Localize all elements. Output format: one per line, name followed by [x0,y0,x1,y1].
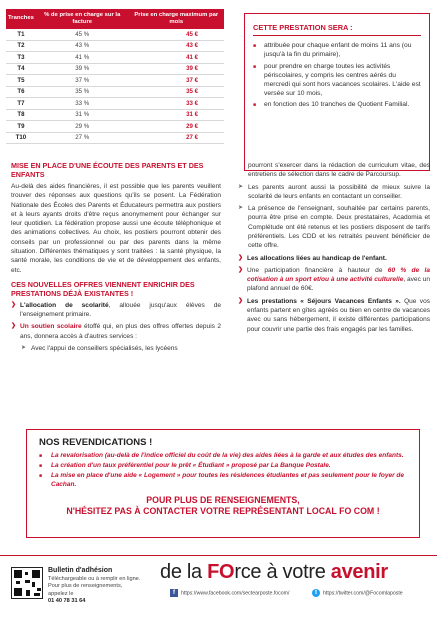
facebook-link[interactable] [170,589,289,597]
twitter-url: https://twitter.com/@Focomlaposte [323,590,403,597]
max-cell: 35 € [129,86,224,98]
participation-highlight: 60 % de la cotisation à un sport et/ou à une activité culturelle [247,266,430,284]
tranches-table [6,9,224,144]
pct-cell: 35 % [36,86,129,98]
prestation-list [253,42,421,110]
tranche-cell: T4 [6,63,36,75]
left-column [11,161,221,356]
table-row [6,121,224,133]
table-row [6,98,224,110]
pct-cell: 29 % [36,121,129,133]
bulletin-phone: 01 40 78 31 64 [48,597,86,604]
soutien-scolaire-item [11,322,221,341]
max-cell: 29 € [129,121,224,133]
revendications-list [39,452,407,490]
revendication-item: ■ La mise en place d'une aide « Logement » pour toutes les résidences étudiantes et pas seulement pour le foyer de Cachan. [39,472,407,489]
table-row [6,40,224,52]
alloc-scolarite-item [11,301,221,320]
footer-divider [0,555,437,556]
revendication-item: ■ La revalorisation (au-delà de l'indice officiel du coût de la vie) des aides liées à la garde et aux études des enfants. [39,452,407,461]
facebook-icon: f [170,589,178,597]
pct-cell: 37 % [36,75,129,87]
qr-code-icon[interactable] [11,567,43,599]
prestation-item: ■ attribuée pour chaque enfant de moins 11 ans (ou jusqu'à la fin du primaire), [253,42,421,60]
slogan [160,561,388,584]
parcoursup-paragraph: pourront s'exercer dans la rédaction de curriculum vitae, des entretiens de sélection dans le cadre de Parcoursup. [248,162,430,179]
contact-line-2: N'HÉSITEZ PAS À CONTACTER VOTRE REPRÉSENTANT LOCAL FO COM ! [66,506,380,517]
prestation-item: ■ en fonction des 10 tranches de Quotient Familial. [253,101,421,110]
table-row [6,52,224,64]
table-row [6,132,224,144]
bulletin-title: Bulletin d'adhésion [48,567,113,574]
tranche-cell: T9 [6,121,36,133]
facebook-url: https://www.facebook.com/sectearposte.focom/ [181,590,290,597]
table-row [6,86,224,98]
sejours-item [238,297,430,334]
prestation-title: CETTE PRESTATION SERA : [253,23,421,36]
handicap-label: Les allocations liées au handicap de l'enfant. [247,254,387,262]
table-row [6,63,224,75]
bulletin-text: Téléchargeable ou à remplir en ligne. Pour plus de renseignements, appelez le [48,576,141,597]
sejours-label: Les prestations « Séjours Vacances Enfants ». [247,297,401,305]
ecoute-paragraph: Au-delà des aides financières, il est possible que les parents veuillent trouver des réponses aux questions qu'ils se posent. La Fédération Nationale des Écoles des Parents et Éducateurs permettra aux postiers et à leurs ayants droits d'être reçus anonymement pour échanger sur leur quotidien. La fédération propose aussi une écoute téléphonique et des animations collectives. Au choix, les postiers pourront obtenir des conseils par un professionnel ou par des parents dans la même situation. Différentes thématiques y sont traitées : la santé physique, la santé morale, les conditions de vie et de développement des enfants, etc. [11,183,221,274]
right-column [238,161,430,337]
alloc-text: , allouée jusqu'aux élèves de l'enseignement primaire. [20,301,221,319]
tranche-cell: T3 [6,52,36,64]
pct-cell: 33 % [36,98,129,110]
max-cell: 37 € [129,75,224,87]
sub-item-lyceens: ➤ Avec l'appui de conseillers spécialisés, les lycéens [21,344,221,353]
participation-item [238,266,430,294]
pct-cell: 45 % [36,29,129,41]
max-cell: 43 € [129,40,224,52]
contact-line-1: POUR PLUS DE RENSEIGNEMENTS, [146,494,300,505]
bulletin-adhesion [48,566,143,605]
tranche-cell: T6 [6,86,36,98]
handicap-item [238,254,430,263]
tranche-cell: T10 [6,132,36,144]
slogan-part-a: de la [160,561,208,583]
tranche-cell: T5 [6,75,36,87]
tranche-cell: T7 [6,98,36,110]
tranche-cell: T8 [6,109,36,121]
tranche-cell: T1 [6,29,36,41]
participation-text-c: , avec un plafond annuel de 60€. [247,276,430,293]
twitter-icon: t [312,589,320,597]
contact-callout [39,495,407,519]
twitter-link[interactable] [312,589,403,597]
revendications-title: NOS REVENDICATIONS ! [39,437,153,448]
header-tranches: Tranches [6,9,36,29]
max-cell: 45 € [129,29,224,41]
table-row [6,29,224,41]
max-cell: 33 € [129,98,224,110]
max-cell: 39 € [129,63,224,75]
table-row [6,75,224,87]
sub-item-parents: ➤ Les parents auront aussi la possibilité de mieux suivre la scolarité de leurs enfants en contactant un conseiller. [238,183,430,202]
prestation-item: ■ pour prendre en charge toutes les activités périscolaires, y compris les centres aérés du mercredi qui sont hors vacances scolaires. L'aide est versée sur 10 mois, [253,63,421,99]
revendication-item: ■ La création d'un taux préférentiel pour le prêt « Étudiant » proposé par La Banque Postale. [39,462,407,471]
header-max: Prise en charge maximum par mois [129,9,224,29]
table-row [6,109,224,121]
revendications-box [26,429,420,538]
pct-cell: 31 % [36,109,129,121]
max-cell: 41 € [129,52,224,64]
sub-item-enseignant: ➤ La présence de l'enseignant, souhaitée par certains parents, pourra être prise en compte. Deux prestataires, Acadomia et Complétude ont été retenus et les postiers disposent de tarifs préférentiels. Les CDD et les retraités peuvent bénéficier de cette offre. [238,204,430,250]
soutien-label: Un soutien scolaire [20,323,82,331]
section-heading-offres: CES NOUVELLES OFFRES VIENNENT ENRICHIR DES PRESTATIONS DÉJÀ EXISTANTES ! [11,279,195,298]
soutien-text: étoffé qui, en plus des offres offertes depuis 2 ans, donnera accès à d'autres services : [20,323,221,340]
max-cell: 27 € [129,132,224,144]
pct-cell: 43 % [36,40,129,52]
alloc-label: L'allocation de scolarité [20,301,109,309]
slogan-part-b: rce à votre [234,561,331,583]
header-pct: % de prise en charge sur la facture [36,9,129,29]
prestation-box [244,13,430,171]
tranche-cell: T2 [6,40,36,52]
max-cell: 31 € [129,109,224,121]
slogan-avenir: avenir [330,561,388,583]
section-heading-ecoute: MISE EN PLACE D'UNE ÉCOUTE DES PARENTS ET DES ENFANTS [11,161,204,179]
sejours-text: Que vos enfants partent en gîtes agréés ou bien en centre de vacances avec ou sans hébergement, il existe différentes participations pour couvrir une partie des frais engagés par les familles. [247,297,430,333]
slogan-fo: FO [207,561,235,583]
pct-cell: 27 % [36,132,129,144]
pct-cell: 41 % [36,52,129,64]
participation-text-a: Une participation financière à hauteur de [247,266,388,274]
pct-cell: 39 % [36,63,129,75]
